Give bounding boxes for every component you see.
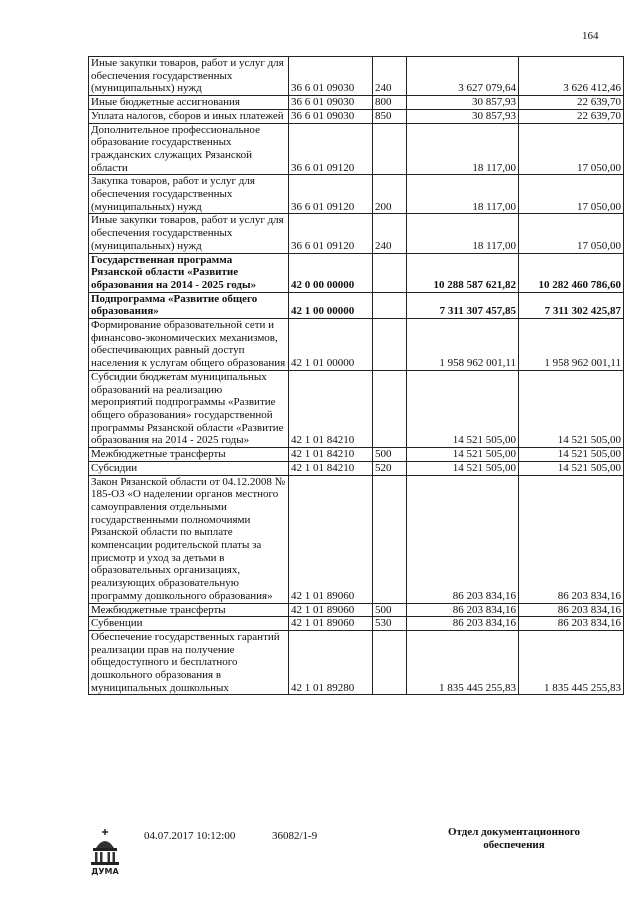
- row-expense-type-cell: 500: [373, 603, 407, 617]
- row-expense-type-cell: 520: [373, 461, 407, 475]
- row-sum-2018-cell: 14 521 505,00: [519, 448, 624, 462]
- row-sum-2017-cell: 10 288 587 621,82: [407, 253, 519, 292]
- row-code-cell: 42 1 01 89060: [289, 603, 373, 617]
- table-row: [89, 617, 624, 631]
- row-sum-2018-cell: 86 203 834,16: [519, 603, 624, 617]
- row-code-cell: 42 1 01 00000: [289, 319, 373, 371]
- table-row: [89, 109, 624, 123]
- row-sum-2017-cell: 30 857,93: [407, 109, 519, 123]
- row-expense-type-cell: [373, 475, 407, 603]
- budget-table: [88, 56, 624, 695]
- row-sum-2018-cell: 86 203 834,16: [519, 617, 624, 631]
- row-name-cell: Дополнительное профессиональное образование государственных гражданских служащих Рязанской области: [89, 123, 289, 175]
- table-row: [89, 630, 624, 695]
- row-sum-2018-cell: 86 203 834,16: [519, 475, 624, 603]
- table-row: [89, 175, 624, 214]
- row-name-cell: Межбюджетные трансферты: [89, 603, 289, 617]
- table-row: [89, 461, 624, 475]
- row-code-cell: 36 6 01 09030: [289, 109, 373, 123]
- page-number: 164: [582, 30, 599, 42]
- row-sum-2018-cell: 17 050,00: [519, 175, 624, 214]
- table-row: [89, 292, 624, 318]
- row-name-cell: Субсидии: [89, 461, 289, 475]
- duma-logo-icon: [88, 826, 122, 878]
- row-code-cell: 42 1 01 84210: [289, 461, 373, 475]
- row-name-cell: Обеспечение государственных гарантий реализации прав на получение общедоступного и бесплатного дошкольного образования в муниципальных дошкольных: [89, 630, 289, 695]
- row-sum-2018-cell: 22 639,70: [519, 109, 624, 123]
- logo-text: ДУМА: [91, 867, 119, 876]
- row-name-cell: Субвенции: [89, 617, 289, 631]
- row-code-cell: 36 6 01 09030: [289, 96, 373, 110]
- row-sum-2017-cell: 1 835 445 255,83: [407, 630, 519, 695]
- row-expense-type-cell: 500: [373, 448, 407, 462]
- row-name-cell: Подпрограмма «Развитие общего образования»: [89, 292, 289, 318]
- table-row: [89, 370, 624, 447]
- row-sum-2017-cell: 86 203 834,16: [407, 475, 519, 603]
- table-row: [89, 96, 624, 110]
- footer: [88, 826, 618, 886]
- row-code-cell: 42 1 01 89280: [289, 630, 373, 695]
- row-name-cell: Формирование образовательной сети и финансово-экономических механизмов, обеспечивающих равный доступ населения к услугам общего образования: [89, 319, 289, 371]
- row-expense-type-cell: 200: [373, 175, 407, 214]
- row-sum-2017-cell: 14 521 505,00: [407, 448, 519, 462]
- row-sum-2017-cell: 30 857,93: [407, 96, 519, 110]
- row-sum-2018-cell: 3 626 412,46: [519, 57, 624, 96]
- row-name-cell: Закон Рязанской области от 04.12.2008 № 185-ОЗ «О наделении органов местного самоуправления отдельными государственными полномочиями Рязанской области по выплате компенсации родительской платы за присмотр и уход за детьми в образовательных организациях, реализующих образовательную программу дошкольного образования»: [89, 475, 289, 603]
- row-sum-2018-cell: 1 958 962 001,11: [519, 319, 624, 371]
- row-expense-type-cell: [373, 319, 407, 371]
- row-name-cell: Государственная программа Рязанской области «Развитие образования на 2014 - 2025 годы»: [89, 253, 289, 292]
- table-row: [89, 319, 624, 371]
- row-name-cell: Субсидии бюджетам муниципальных образований на реализацию мероприятий подпрограммы «Развитие общего образования» государственной программы Рязанской области «Развитие образования на 2014 - 2025 годы»: [89, 370, 289, 447]
- row-sum-2017-cell: 3 627 079,64: [407, 57, 519, 96]
- row-expense-type-cell: 240: [373, 57, 407, 96]
- table-row: [89, 123, 624, 175]
- row-sum-2017-cell: 18 117,00: [407, 175, 519, 214]
- budget-table-body: [89, 57, 624, 695]
- row-expense-type-cell: [373, 370, 407, 447]
- row-expense-type-cell: 240: [373, 214, 407, 253]
- row-sum-2018-cell: 14 521 505,00: [519, 461, 624, 475]
- row-expense-type-cell: [373, 630, 407, 695]
- row-code-cell: 36 6 01 09120: [289, 214, 373, 253]
- row-code-cell: 36 6 01 09120: [289, 123, 373, 175]
- row-expense-type-cell: [373, 253, 407, 292]
- row-code-cell: 36 6 01 09030: [289, 57, 373, 96]
- row-code-cell: 42 1 01 84210: [289, 448, 373, 462]
- row-expense-type-cell: 530: [373, 617, 407, 631]
- row-sum-2018-cell: 1 835 445 255,83: [519, 630, 624, 695]
- row-sum-2017-cell: 14 521 505,00: [407, 461, 519, 475]
- row-sum-2018-cell: 22 639,70: [519, 96, 624, 110]
- row-name-cell: Межбюджетные трансферты: [89, 448, 289, 462]
- footer-timestamp: 04.07.2017 10:12:00: [144, 830, 236, 842]
- footer-doc-number: 36082/1-9: [272, 830, 318, 842]
- row-expense-type-cell: [373, 123, 407, 175]
- table-row: [89, 57, 624, 96]
- table-row: [89, 214, 624, 253]
- row-code-cell: 42 0 00 00000: [289, 253, 373, 292]
- row-name-cell: Иные бюджетные ассигнования: [89, 96, 289, 110]
- row-sum-2017-cell: 7 311 307 457,85: [407, 292, 519, 318]
- table-row: [89, 603, 624, 617]
- row-name-cell: Иные закупки товаров, работ и услуг для обеспечения государственных (муниципальных) нужд: [89, 57, 289, 96]
- row-expense-type-cell: 800: [373, 96, 407, 110]
- row-code-cell: 36 6 01 09120: [289, 175, 373, 214]
- row-name-cell: Закупка товаров, работ и услуг для обеспечения государственных (муниципальных) нужд: [89, 175, 289, 214]
- row-sum-2017-cell: 18 117,00: [407, 123, 519, 175]
- row-sum-2018-cell: 14 521 505,00: [519, 370, 624, 447]
- row-expense-type-cell: [373, 292, 407, 318]
- row-sum-2018-cell: 17 050,00: [519, 123, 624, 175]
- row-sum-2018-cell: 17 050,00: [519, 214, 624, 253]
- row-name-cell: Уплата налогов, сборов и иных платежей: [89, 109, 289, 123]
- row-sum-2017-cell: 1 958 962 001,11: [407, 319, 519, 371]
- row-code-cell: 42 1 01 84210: [289, 370, 373, 447]
- row-sum-2017-cell: 86 203 834,16: [407, 603, 519, 617]
- row-sum-2018-cell: 10 282 460 786,60: [519, 253, 624, 292]
- row-sum-2017-cell: 18 117,00: [407, 214, 519, 253]
- table-row: [89, 448, 624, 462]
- row-code-cell: 42 1 01 89060: [289, 617, 373, 631]
- row-expense-type-cell: 850: [373, 109, 407, 123]
- table-row: [89, 253, 624, 292]
- row-code-cell: 42 1 00 00000: [289, 292, 373, 318]
- row-sum-2017-cell: 14 521 505,00: [407, 370, 519, 447]
- table-row: [89, 475, 624, 603]
- row-sum-2017-cell: 86 203 834,16: [407, 617, 519, 631]
- row-sum-2018-cell: 7 311 302 425,87: [519, 292, 624, 318]
- row-name-cell: Иные закупки товаров, работ и услуг для обеспечения государственных (муниципальных) нужд: [89, 214, 289, 253]
- row-code-cell: 42 1 01 89060: [289, 475, 373, 603]
- footer-department: Отдел документационного обеспечения: [447, 826, 581, 851]
